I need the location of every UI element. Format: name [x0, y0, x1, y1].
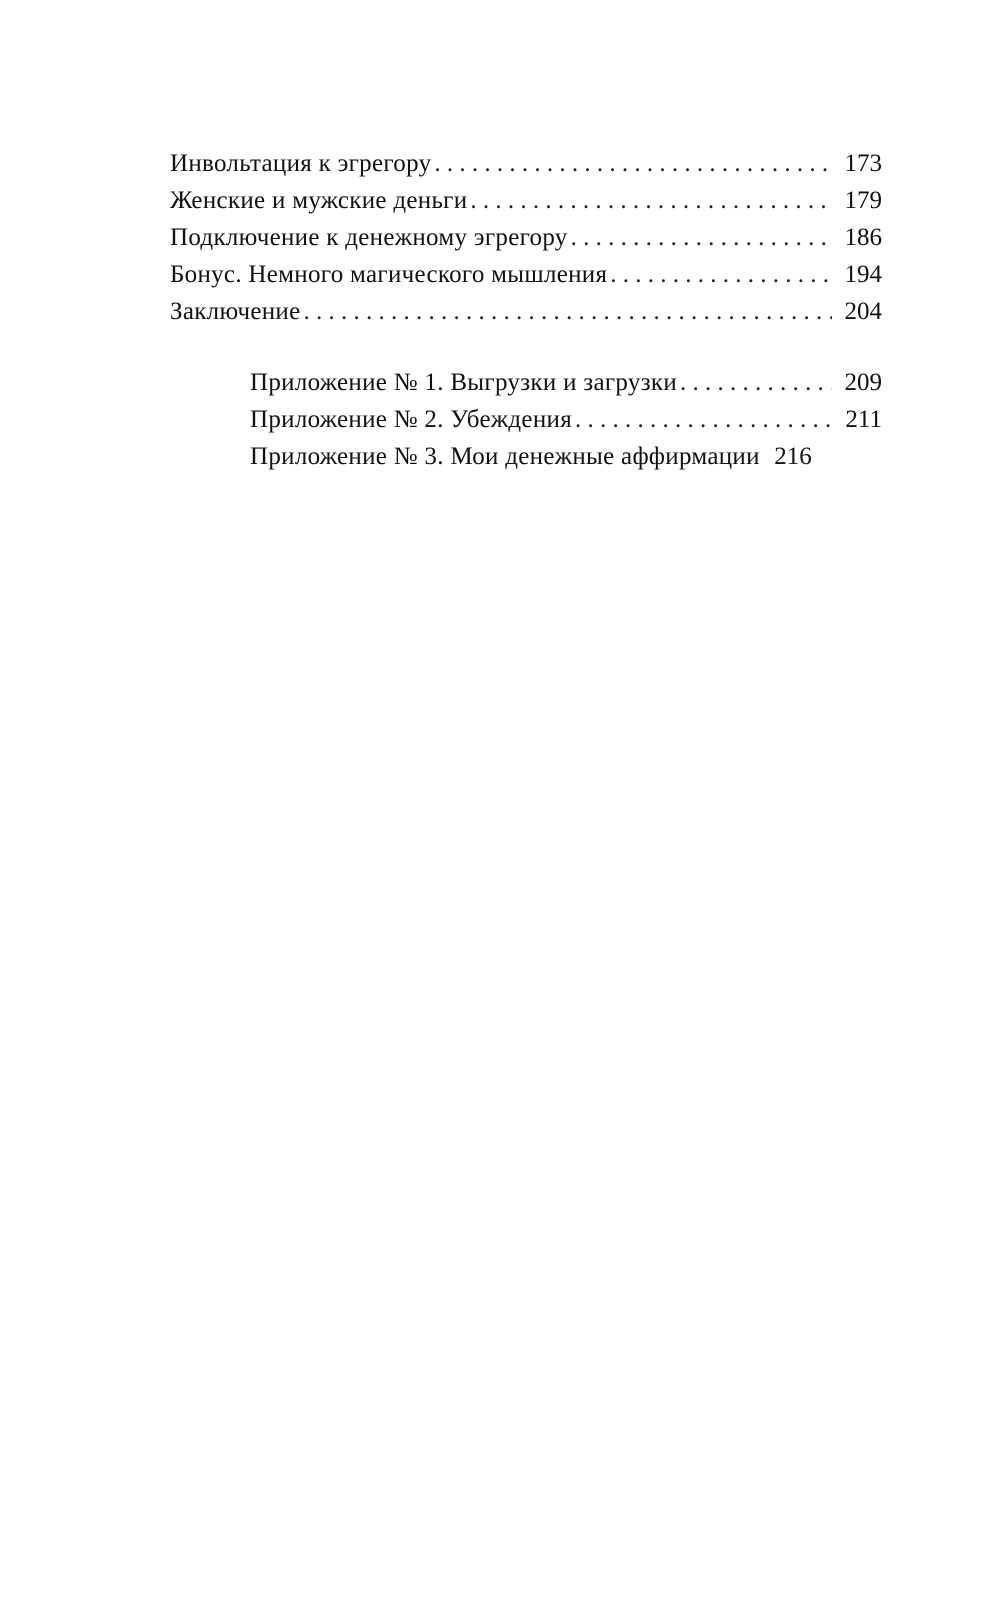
toc-main-section	[170, 145, 882, 330]
dot-leader	[434, 145, 832, 182]
dot-leader	[575, 401, 832, 438]
toc-entry	[170, 145, 882, 182]
toc-entry-title: Приложение № 3. Мои денежные аффирмации	[250, 443, 760, 470]
dot-leader	[680, 364, 832, 401]
toc-entry	[170, 293, 882, 330]
toc-entry-page: 194	[844, 261, 882, 288]
toc-entry-page: 211	[845, 406, 882, 433]
toc-entry-title: Заключение	[170, 298, 301, 325]
toc-entry-page: 173	[844, 150, 882, 177]
toc-entry-page: 204	[844, 298, 882, 325]
dot-leader	[304, 293, 833, 330]
toc-appendix-entry	[250, 364, 882, 401]
dot-leader	[610, 256, 832, 293]
dot-leader	[470, 182, 832, 219]
toc-entry-title: Приложение № 2. Убеждения	[250, 406, 572, 433]
toc-entry-title: Инвольтация к эгрегору	[170, 150, 432, 177]
toc-entry-page: 179	[844, 187, 882, 214]
toc-entry-page: 209	[844, 369, 882, 396]
toc-appendix-entry	[250, 401, 882, 438]
toc-entry-title: Бонус. Немного магического мышления	[170, 261, 608, 288]
toc-entry-page: 186	[844, 224, 882, 251]
toc-appendix-entry	[250, 438, 882, 475]
toc-entry	[170, 219, 882, 256]
table-of-contents	[170, 145, 882, 475]
toc-entry-title: Приложение № 1. Выгрузки и загрузки	[250, 369, 678, 396]
toc-entry-title: Женские и мужские деньги	[170, 187, 468, 214]
toc-entry	[170, 256, 882, 293]
toc-appendix-section	[250, 364, 882, 475]
dot-leader	[571, 219, 832, 256]
toc-entry	[170, 182, 882, 219]
toc-entry-page: 216	[774, 443, 812, 470]
toc-entry-title: Подключение к денежному эгрегору	[170, 224, 568, 251]
